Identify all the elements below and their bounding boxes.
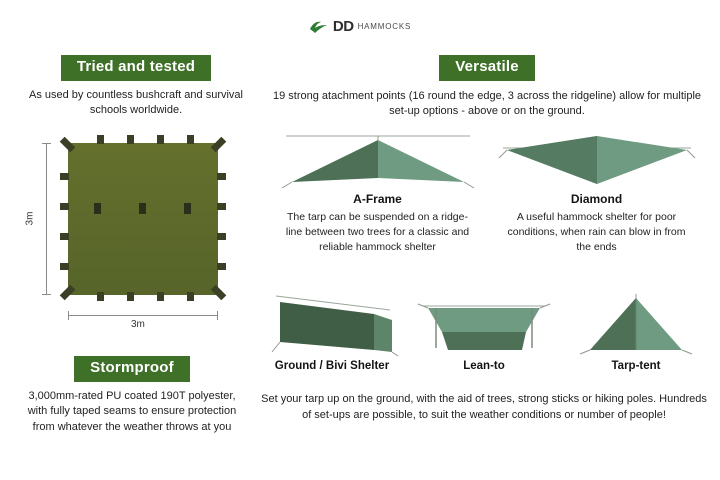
stormproof-caption: 3,000mm-rated PU coated 190T polyester, with fully taped seams to ensure protection from whatever the weather throws at you (27, 389, 237, 434)
shelter-title: A-Frame (353, 192, 402, 207)
shelter-a-frame (275, 128, 480, 254)
tarp-edge-tab (217, 263, 226, 270)
dimension-tick (217, 311, 218, 320)
tarp-panel (68, 143, 218, 295)
tried-and-tested-banner: Tried and tested (61, 55, 211, 81)
tarp-ridgeline-tab (139, 203, 146, 214)
brand-logo (0, 18, 720, 40)
tarp-edge-tab (217, 173, 226, 180)
tarp-edge-tab (187, 292, 194, 301)
tarp-edge-tab (157, 135, 164, 144)
setup-tarp-tent (562, 288, 710, 372)
shelter-title: Diamond (570, 192, 623, 207)
tarp-edge-tab (60, 173, 69, 180)
dimension-tick (68, 311, 69, 320)
shelter-row (268, 128, 706, 254)
tarp-edge-tab (127, 135, 134, 144)
setup-title: Lean-to (463, 360, 505, 372)
dimension-label-width: 3m (131, 319, 145, 331)
tarp-corner-tab (211, 137, 227, 153)
setup-title: Ground / Bivi Shelter (274, 360, 390, 372)
versatile-caption: 19 strong atachment points (16 round the edge, 3 across the ridgeline) allow for multiple set-up options - above or on the ground. (272, 89, 702, 118)
diamond-tarp-illustration (494, 128, 699, 190)
tarp-edge-tab (97, 292, 104, 301)
ground-setups-caption: Set your tarp up on the ground, with the aid of trees, strong sticks or hiking poles. Hundreds of set-ups are possible, to suit the weather conditions or number of people! (261, 393, 707, 421)
tarp-ridgeline-tab (94, 203, 101, 214)
dimension-tick (42, 294, 51, 295)
lean-to-illustration (410, 288, 558, 360)
tarp-edge-tab (217, 203, 226, 210)
tarp-edge-tab (97, 135, 104, 144)
tarp-edge-tab (187, 135, 194, 144)
bat-wing-icon (309, 20, 329, 34)
shelter-diamond (494, 128, 699, 254)
tarp-edge-tab (217, 233, 226, 240)
tarp-top-view-diagram (18, 131, 254, 341)
stormproof-section (14, 356, 250, 436)
tarp-ridgeline-tab (184, 203, 191, 214)
tarp-edge-tab (157, 292, 164, 301)
brand-word: HAMMOCKS (357, 22, 412, 31)
tarp-edge-tab (60, 233, 69, 240)
tried-and-tested-caption: As used by countless bushcraft and survival schools worldwide. (28, 88, 243, 117)
tarp-corner-tab (211, 285, 227, 301)
dimension-line-horizontal (68, 315, 218, 316)
setup-ground-bivi (258, 288, 406, 372)
versatile-section (268, 55, 706, 254)
versatile-banner: Versatile (439, 55, 535, 81)
dimension-line-vertical (46, 143, 47, 295)
dimension-tick (42, 143, 51, 144)
stormproof-banner: Stormproof (74, 356, 190, 382)
brand-name: DD (332, 18, 354, 35)
tarp-edge-tab (60, 263, 69, 270)
tarp-edge-tab (127, 292, 134, 301)
ground-bivi-illustration (258, 288, 406, 360)
setup-lean-to (410, 288, 558, 372)
tarp-edge-tab (60, 203, 69, 210)
dimension-label-height: 3m (24, 211, 36, 226)
tarp-tent-illustration (562, 288, 710, 360)
tried-and-tested-section (18, 55, 254, 341)
a-frame-tarp-illustration (275, 128, 480, 190)
shelter-description: The tarp can be suspended on a ridge-line between two trees for a classic and reliable hammock shelter (285, 211, 470, 253)
ground-setups-row (258, 288, 710, 372)
shelter-description: A useful hammock shelter for poor conditions, when rain can blow in from the ends (507, 211, 686, 253)
setup-title: Tarp-tent (611, 360, 661, 372)
